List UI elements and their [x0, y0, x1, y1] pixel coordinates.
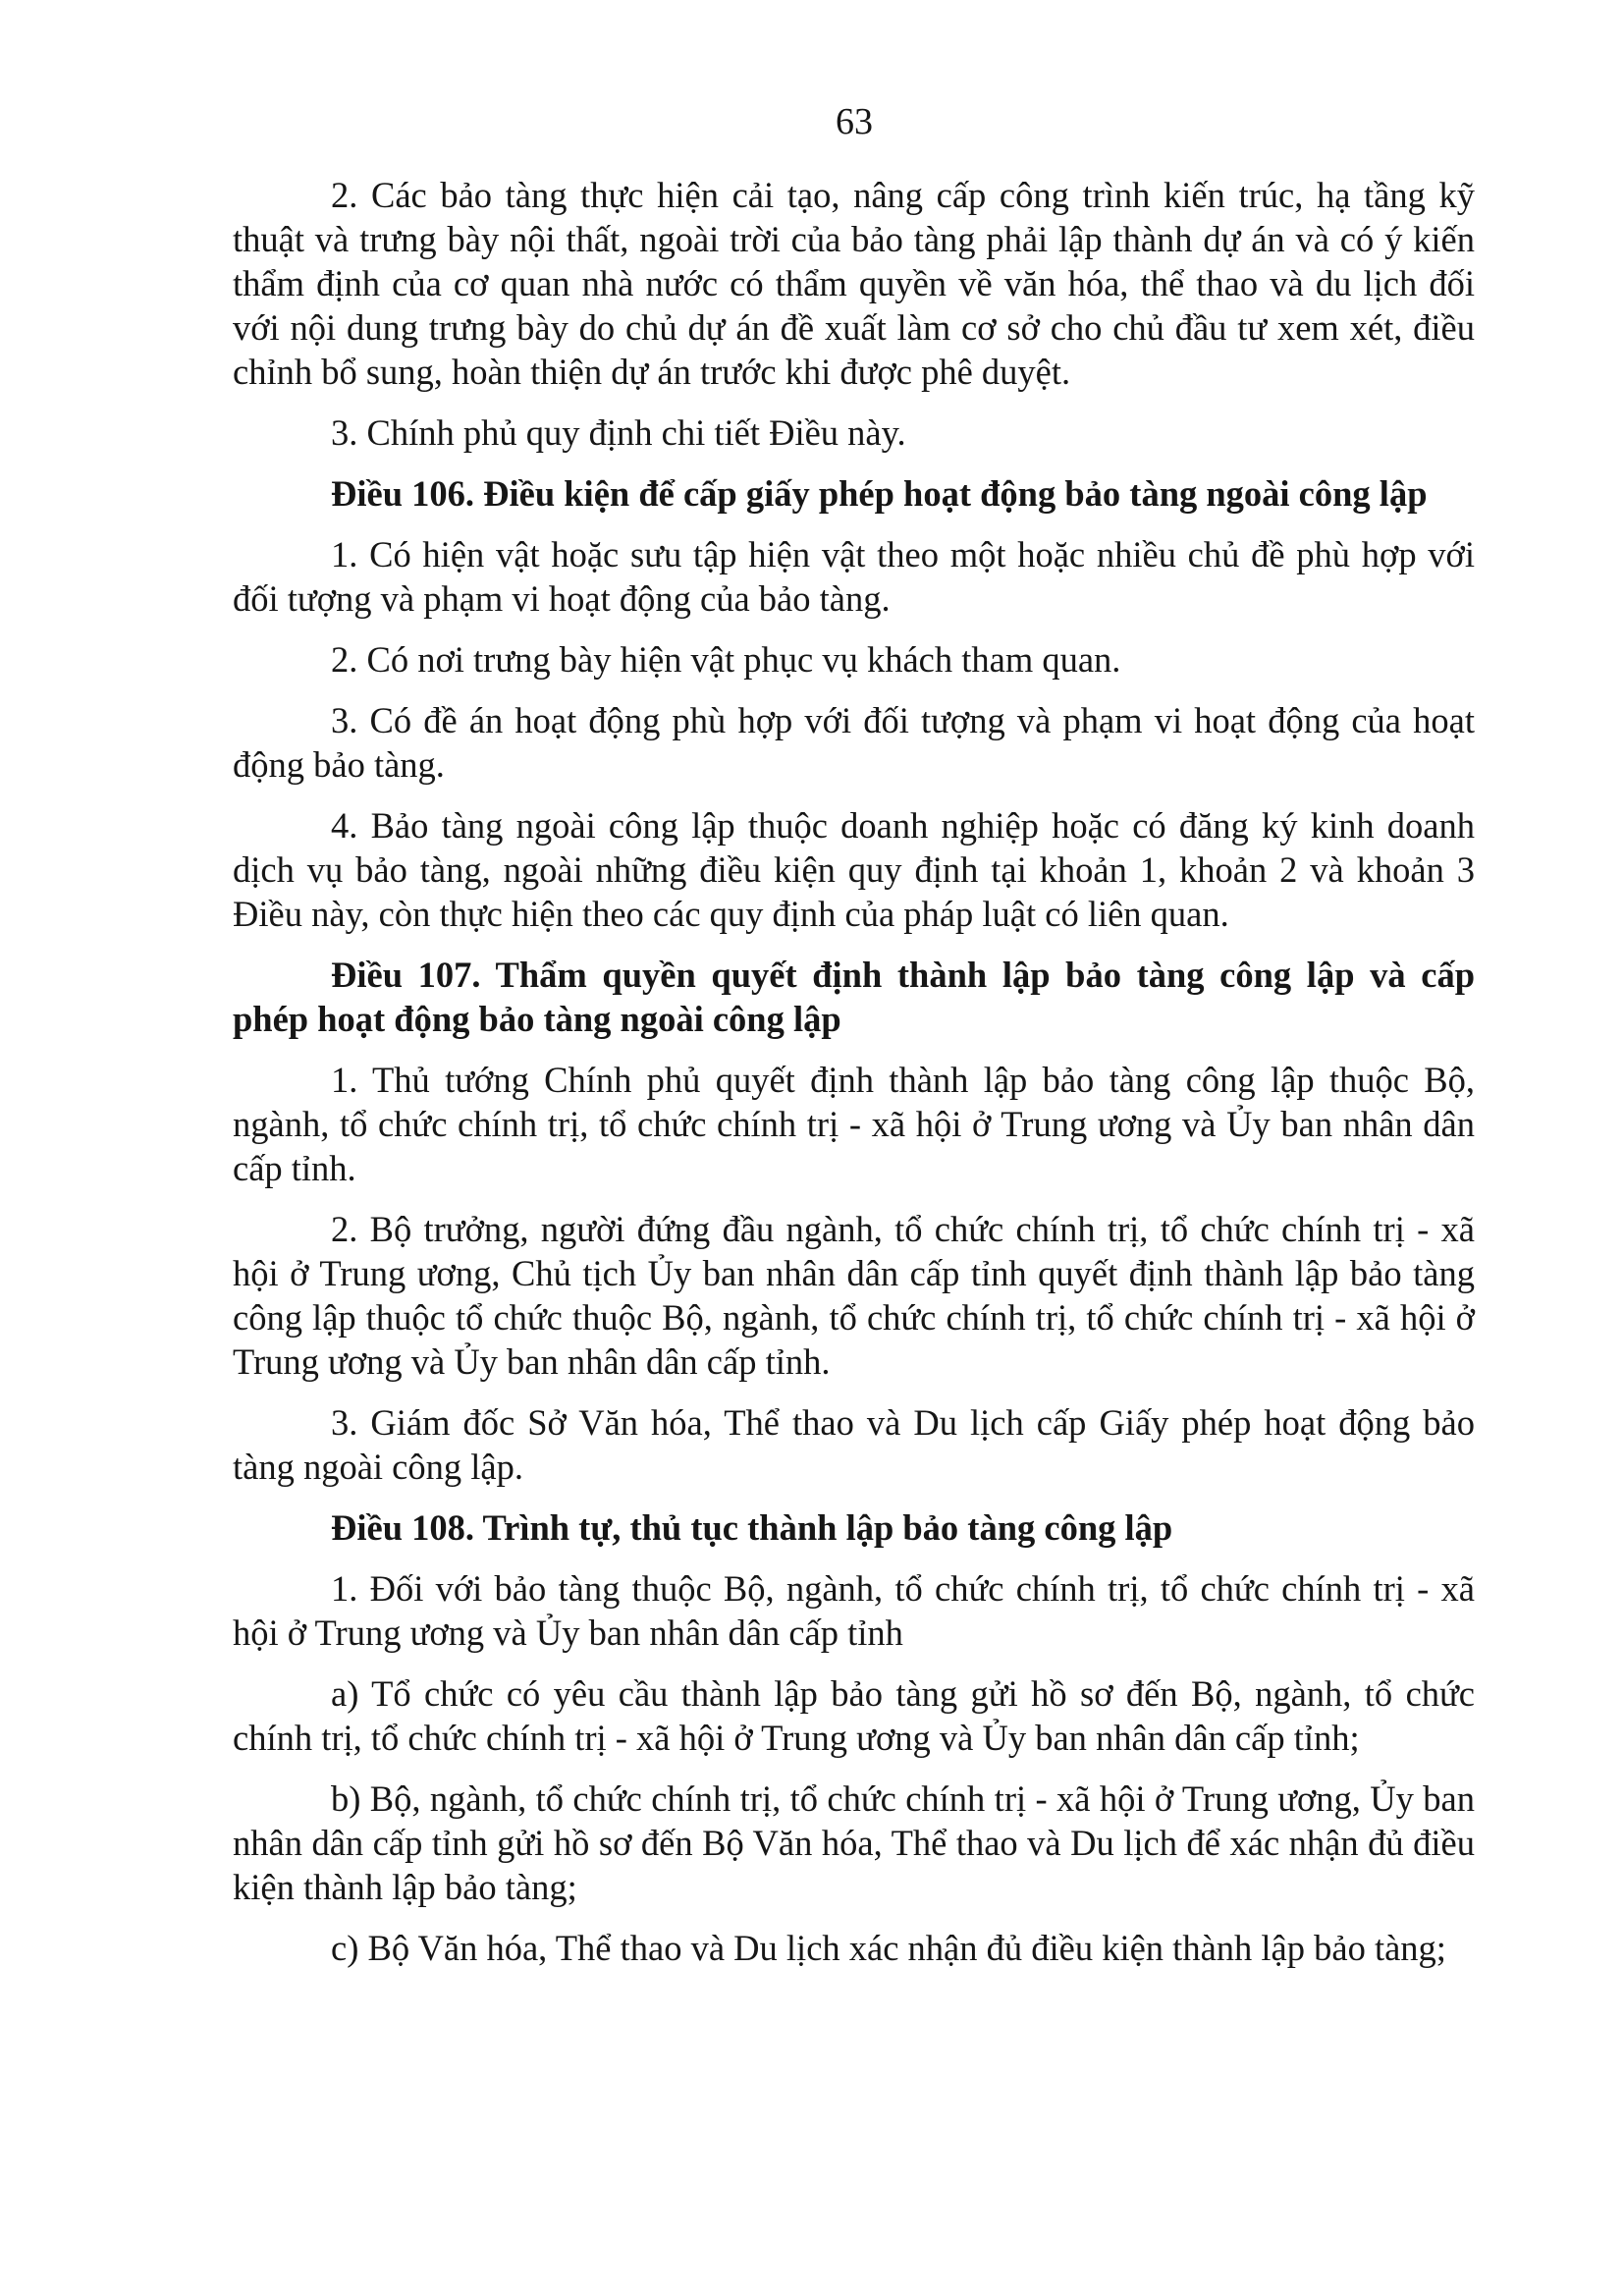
article-106-heading: Điều 106. Điều kiện để cấp giấy phép hoạt động bảo tàng ngoài công lập [331, 473, 1428, 514]
document-body [233, 173, 1475, 1987]
page-number: 63 [836, 101, 873, 142]
clause-2-renovation: 2. Các bảo tàng thực hiện cải tạo, nâng cấp công trình kiến trúc, hạ tầng kỹ thuật và trưng bày nội thất, ngoài trời của bảo tàng phải lập thành dự án và có ý kiến thẩm định của cơ quan nhà nước có thẩm quyền về văn hóa, thể thao và du lịch đối với nội dung trưng bày do chủ dự án đề xuất làm cơ sở cho chủ đầu tư xem xét, điều chỉnh bổ sung, hoàn thiện dự án trước khi được phê duyệt. [233, 175, 1475, 392]
clause-3-government-detail: 3. Chính phủ quy định chi tiết Điều này. [331, 412, 906, 453]
article-106-clause-1: 1. Có hiện vật hoặc sưu tập hiện vật theo một hoặc nhiều chủ đề phù hợp với đối tượng và phạm vi hoạt động của bảo tàng. [233, 534, 1475, 619]
article-106-clause-3: 3. Có đề án hoạt động phù hợp với đối tượng và phạm vi hoạt động của hoạt động bảo tàng. [233, 700, 1475, 785]
article-106-clause-4: 4. Bảo tàng ngoài công lập thuộc doanh nghiệp hoặc có đăng ký kinh doanh dịch vụ bảo tàng, ngoài những điều kiện quy định tại khoản 1, khoản 2 và khoản 3 Điều này, còn thực hiện theo các quy định của pháp luật có liên quan. [233, 805, 1475, 934]
article-108-heading: Điều 108. Trình tự, thủ tục thành lập bảo tàng công lập [331, 1507, 1173, 1548]
article-108-point-b: b) Bộ, ngành, tổ chức chính trị, tổ chức chính trị - xã hội ở Trung ương, Ủy ban nhân dân cấp tỉnh gửi hồ sơ đến Bộ Văn hóa, Thể thao và Du lịch để xác nhận đủ điều kiện thành lập bảo tàng; [233, 1778, 1475, 1907]
article-108-point-a: a) Tổ chức có yêu cầu thành lập bảo tàng gửi hồ sơ đến Bộ, ngành, tổ chức chính trị, tổ chức chính trị - xã hội ở Trung ương và Ủy ban nhân dân cấp tỉnh; [233, 1673, 1475, 1758]
article-108-clause-1: 1. Đối với bảo tàng thuộc Bộ, ngành, tổ chức chính trị, tổ chức chính trị - xã hội ở Trung ương và Ủy ban nhân dân cấp tỉnh [233, 1568, 1475, 1653]
article-107-clause-3: 3. Giám đốc Sở Văn hóa, Thể thao và Du lịch cấp Giấy phép hoạt động bảo tàng ngoài công lập. [233, 1402, 1475, 1487]
article-107-heading: Điều 107. Thẩm quyền quyết định thành lập bảo tàng công lập và cấp phép hoạt động bảo tàng ngoài công lập [233, 955, 1475, 1039]
article-107-clause-2: 2. Bộ trưởng, người đứng đầu ngành, tổ chức chính trị, tổ chức chính trị - xã hội ở Trung ương, Chủ tịch Ủy ban nhân dân cấp tỉnh quyết định thành lập bảo tàng công lập thuộc tổ chức thuộc Bộ, ngành, tổ chức chính trị, tổ chức chính trị - xã hội ở Trung ương và Ủy ban nhân dân cấp tỉnh. [233, 1209, 1475, 1382]
article-107-clause-1: 1. Thủ tướng Chính phủ quyết định thành lập bảo tàng công lập thuộc Bộ, ngành, tổ chức chính trị, tổ chức chính trị - xã hội ở Trung ương và Ủy ban nhân dân cấp tỉnh. [233, 1060, 1475, 1188]
article-106-clause-2: 2. Có nơi trưng bày hiện vật phục vụ khách tham quan. [331, 639, 1121, 680]
article-108-point-c: c) Bộ Văn hóa, Thể thao và Du lịch xác nhận đủ điều kiện thành lập bảo tàng; [331, 1928, 1446, 1968]
